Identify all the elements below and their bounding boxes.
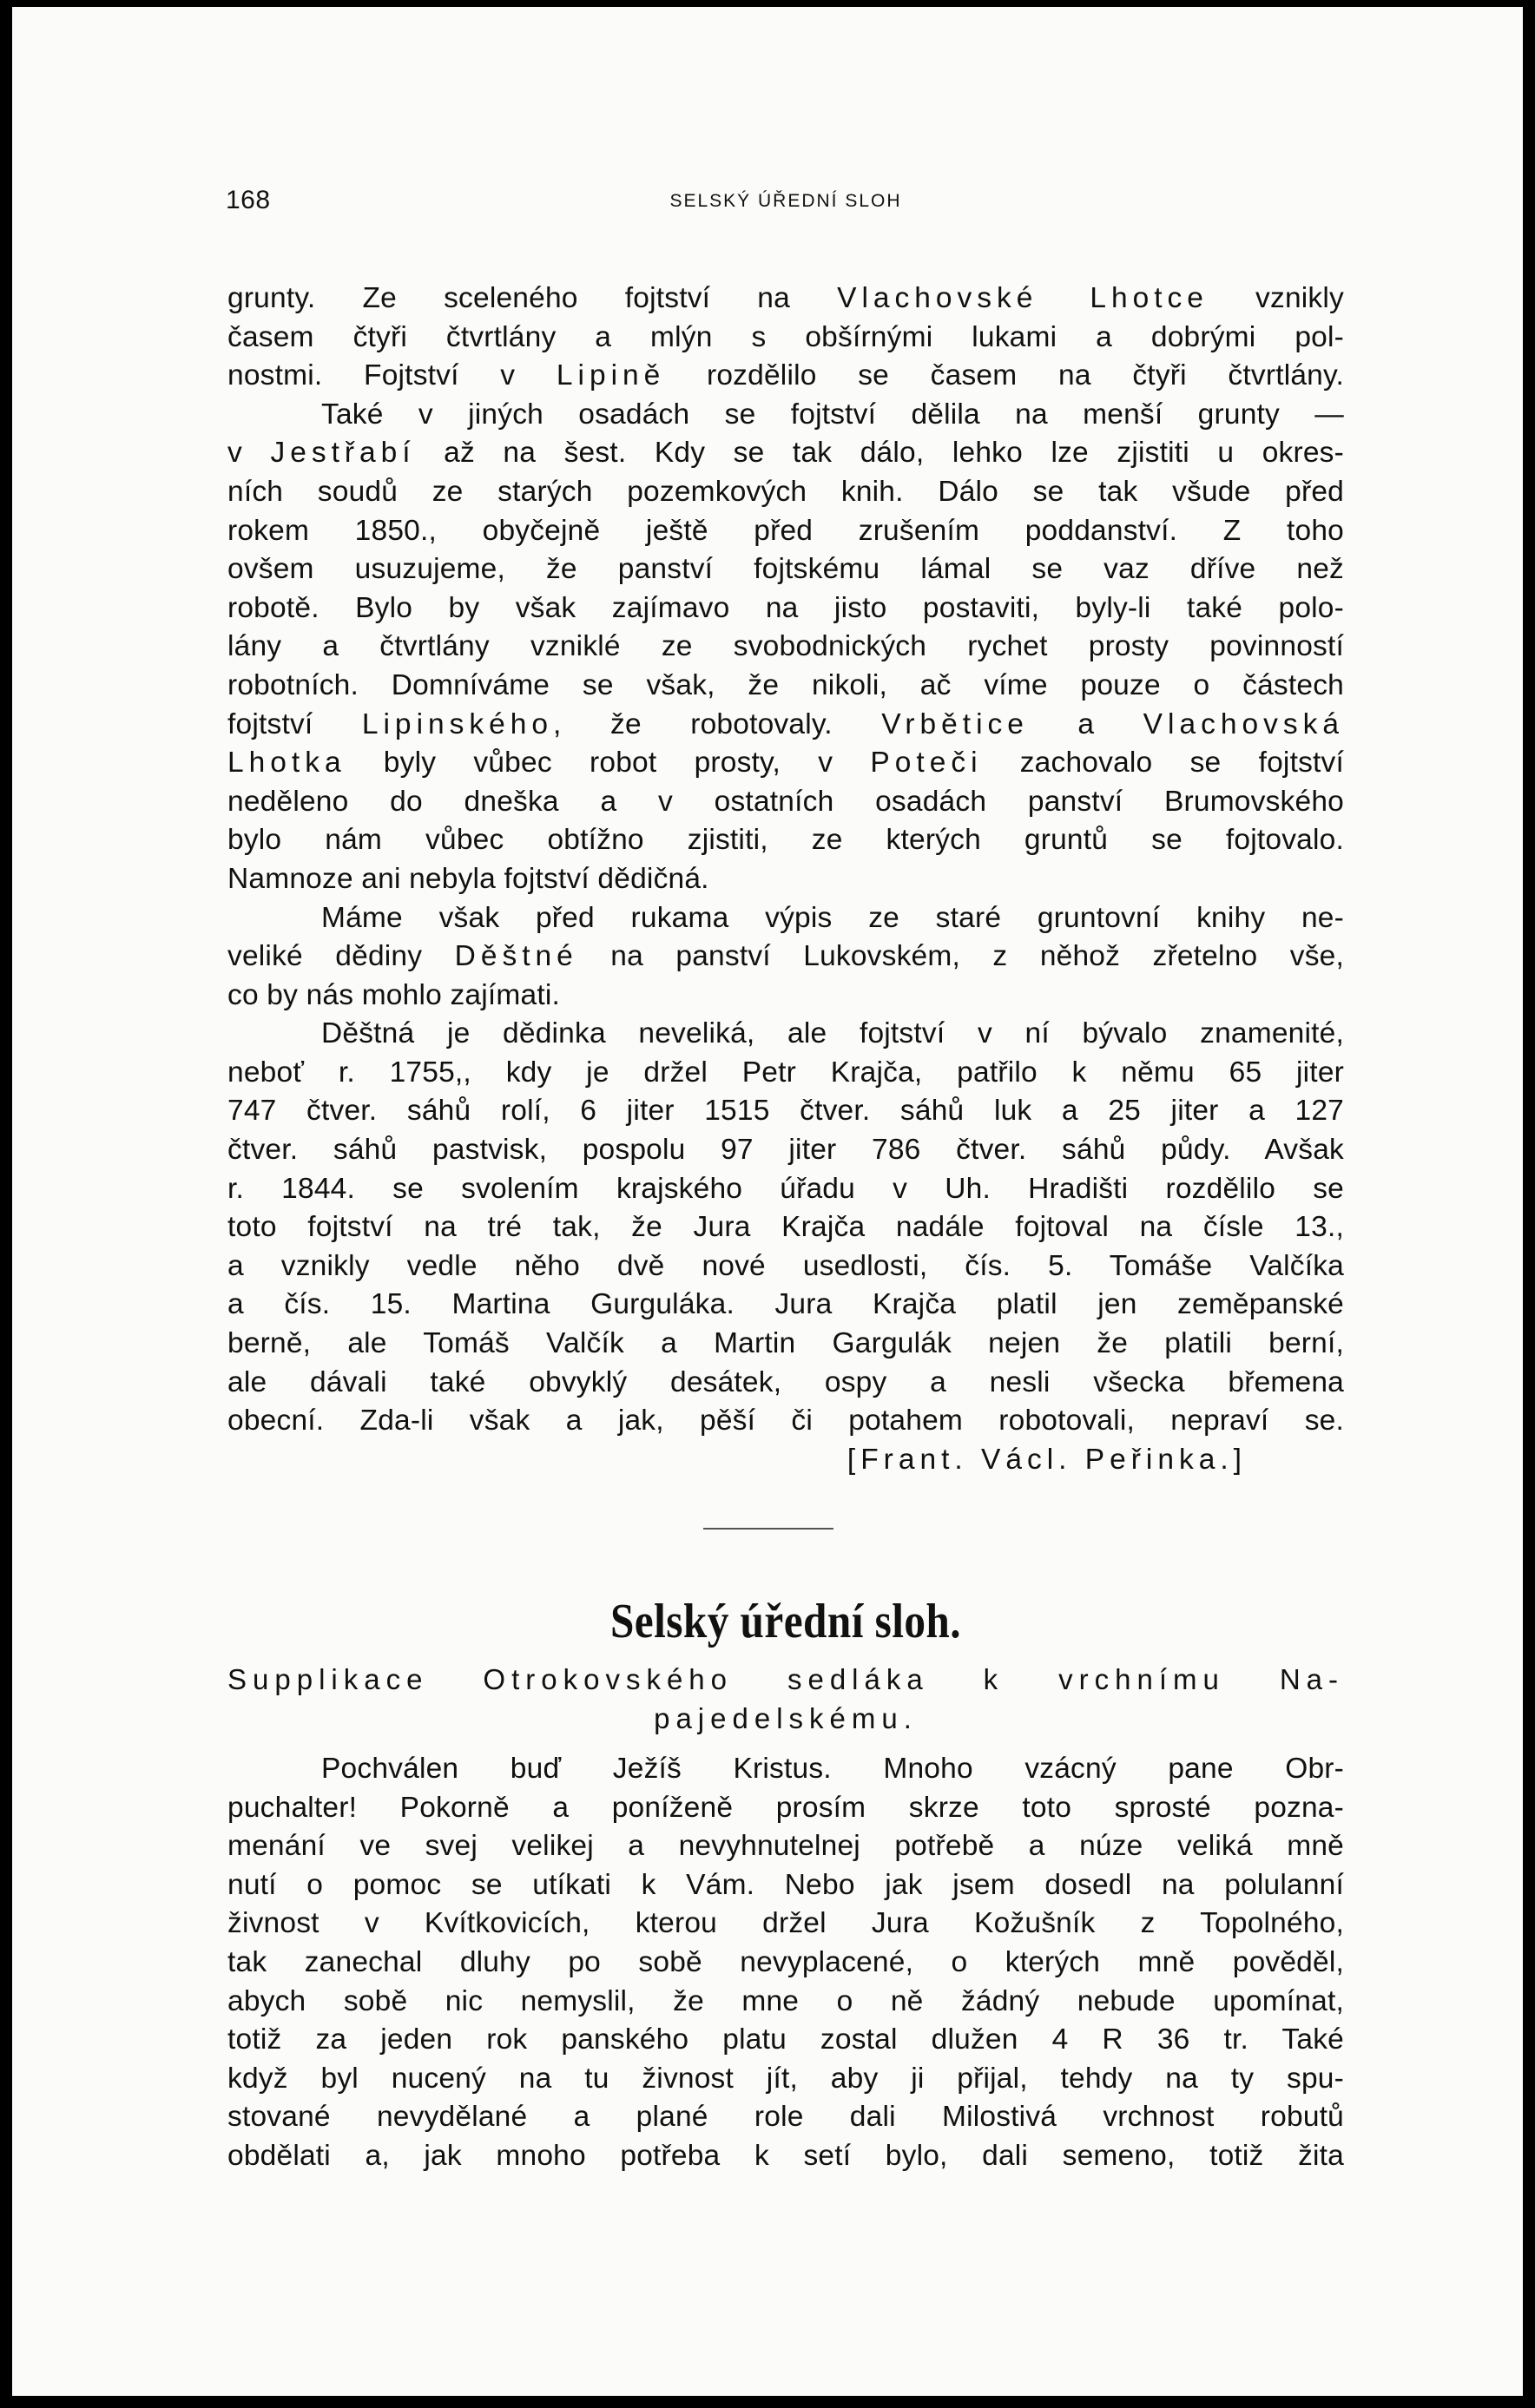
running-head <box>226 186 1346 220</box>
text-line: Děštná je dědinka neveliká, ale fojtství v ní bývalo znamenité, <box>321 1017 1344 1050</box>
text-line: živnost v Kvítkovicích, kterou držel Jura Kožušník z Topolného, <box>227 1907 1344 1940</box>
text-line: nostmi. Fojtství v Lipině rozdělilo se časem na čtyři čtvrtlány. <box>227 359 1344 392</box>
text-line: nutí o pomoc se utíkati k Vám. Nebo jak jsem dosedl na polulanní <box>227 1868 1344 1901</box>
subtitle-line: pajedelskému. <box>654 1701 918 1734</box>
text-line: Namnoze ani nebyla fojtství dědičná. <box>227 862 709 895</box>
text-line: ních soudů ze starých pozemkových knih. Dálo se tak všude před <box>227 475 1344 508</box>
text-line: menání ve svej velikej a nevyhnutelnej potřebě a núze veliká mně <box>227 1830 1344 1863</box>
text-line: ovšem usuzujeme, že panství fojtskému lámal se vaz dříve než <box>227 553 1344 586</box>
text-line: časem čtyři čtvrtlány a mlýn s obšírnými lukami a dobrými pol- <box>227 320 1344 353</box>
section-divider <box>703 1528 833 1530</box>
text-line: a čís. 15. Martina Gurguláka. Jura Krajča platil jen zeměpanské <box>227 1288 1344 1321</box>
text-line: rokem 1850., obyčejně ještě před zrušením poddanství. Z toho <box>227 514 1344 547</box>
text-line: grunty. Ze sceleného fojtství na Vlachovské Lhotce vznikly <box>227 282 1344 314</box>
text-line: když byl nucený na tu živnost jít, aby ji přijal, tehdy na ty spu- <box>227 2062 1344 2095</box>
text-line: neboť r. 1755,, kdy je držel Petr Krajča, patřilo k němu 65 jiter <box>227 1056 1344 1089</box>
text-line: Máme však před rukama výpis ze staré gruntovní knihy ne- <box>321 901 1344 934</box>
section-title: Selský úřední sloh. <box>609 1595 962 1648</box>
text-line: obdělati a, jak mnoho potřeba k setí bylo, dali semeno, totiž žita <box>227 2139 1344 2172</box>
text-line: lány a čtvrtlány vzniklé ze svobodnických rychet prosty povinností <box>227 630 1344 663</box>
text-line: totiž za jeden rok panského platu zostal dlužen 4 R 36 tr. Také <box>227 2023 1344 2056</box>
text-line: co by nás mohlo zajímati. <box>227 978 560 1011</box>
text-line: Lhotka byly vůbec robot prosty, v Poteči zachovalo se fojtství <box>227 747 1344 780</box>
page <box>12 7 1523 2396</box>
text-line: Také v jiných osadách se fojtství dělila na menší grunty — <box>321 398 1344 431</box>
text-line: stované nevydělané a plané role dali Milostivá vrchnost robutů <box>227 2101 1344 2134</box>
text-line: a vznikly vedle něho dvě nové usedlosti, čís. 5. Tomáše Valčíka <box>227 1249 1344 1282</box>
text-line: neděleno do dneška a v ostatních osadách panství Brumovského <box>227 785 1344 818</box>
author-signature: [Frant. Václ. Peřinka.] <box>847 1443 1247 1476</box>
text-line: obecní. Zda-li však a jak, pěší či potahem robotovali, nepraví se. <box>227 1405 1344 1438</box>
running-title: SELSKÝ ÚŘEDNÍ SLOH <box>669 191 902 211</box>
text-line: abych sobě nic nemyslil, že mne o ně žádný nebude upomínat, <box>227 1984 1344 2017</box>
letter-body <box>227 1750 1344 2176</box>
text-line: veliké dědiny Děštné na panství Lukovském, z něhož zřetelno vše, <box>227 940 1345 973</box>
subtitle-line: Supplikace Otrokovského sedláka k vrchnímu Na- <box>227 1663 1344 1695</box>
page-number: 168 <box>226 186 271 214</box>
text-line: bylo nám vůbec obtížno zjistiti, ze kterých gruntů se fojtovalo. <box>227 824 1344 857</box>
section-subtitle <box>227 1661 1344 1738</box>
text-line: 747 čtver. sáhů rolí, 6 jiter 1515 čtver. sáhů luk a 25 jiter a 127 <box>227 1095 1344 1128</box>
text-line: Pochválen buď Ježíš Kristus. Mnoho vzácný pane Obr- <box>321 1753 1344 1785</box>
text-line: tak zanechal dluhy po sobě nevyplacené, o kterých mně pověděl, <box>227 1945 1344 1978</box>
text-line: ale dávali také obvyklý desátek, ospy a nesli všecka břemena <box>227 1365 1344 1398</box>
text-line: robotních. Domníváme se však, že nikoli, ač víme pouze o částech <box>227 668 1344 701</box>
text-line: berně, ale Tomáš Valčík a Martin Gargulák nejen že platili berní, <box>227 1327 1344 1360</box>
text-line: r. 1844. se svolením krajského úřadu v Uh. Hradišti rozdělilo se <box>227 1172 1344 1205</box>
text-line: toto fojtství na tré tak, že Jura Krajča nadále fojtoval na čísle 13., <box>227 1211 1344 1244</box>
text-line: čtver. sáhů pastvisk, pospolu 97 jiter 786 čtver. sáhů půdy. Avšak <box>227 1134 1344 1167</box>
text-line: puchalter! Pokorně a poníženě prosím skrze toto sprosté pozna- <box>227 1791 1344 1824</box>
article-body <box>227 280 1344 1479</box>
text-line: v Jestřabí až na šest. Kdy se tak dálo, lehko lze zjistiti u okres- <box>227 437 1344 470</box>
text-line: robotě. Bylo by však zajímavo na jisto postaviti, byly-li také polo- <box>227 591 1344 624</box>
text-line: fojtství Lipinského, že robotovaly. Vrbětice a Vlachovská <box>227 707 1344 740</box>
